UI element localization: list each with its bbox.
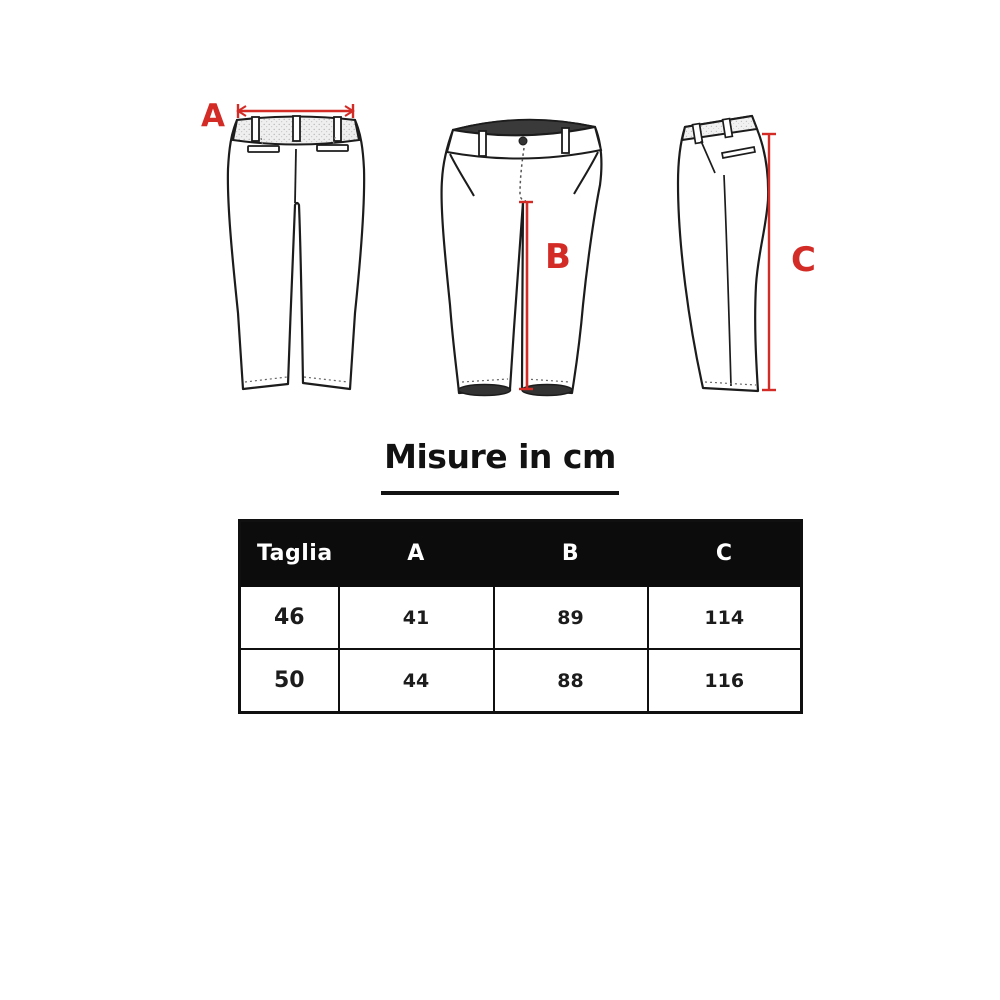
size-table-header-row bbox=[240, 521, 802, 587]
cell-a-46: 41 bbox=[339, 586, 494, 649]
cell-a-50: 44 bbox=[339, 649, 494, 713]
measure-label-c: C bbox=[791, 240, 816, 280]
back-center-seam bbox=[295, 149, 296, 203]
column-header-b: B bbox=[494, 521, 648, 587]
column-header-a: A bbox=[339, 521, 494, 587]
size-row-46 bbox=[240, 586, 802, 649]
section-title: Misure in cm bbox=[384, 437, 616, 476]
cell-b-50: 88 bbox=[494, 649, 648, 713]
front-hem-openings bbox=[459, 385, 573, 396]
cell-c-46: 114 bbox=[648, 586, 802, 649]
cell-c-50: 116 bbox=[648, 649, 802, 713]
pants-front-sketch bbox=[435, 100, 615, 410]
column-header-taglia: Taglia bbox=[240, 521, 339, 587]
pants-front-view bbox=[435, 100, 615, 410]
measure-label-b: B bbox=[545, 237, 571, 277]
size-table bbox=[238, 519, 803, 714]
pants-back-sketch bbox=[198, 93, 383, 408]
front-button bbox=[519, 137, 527, 145]
front-silhouette bbox=[442, 120, 602, 393]
cell-b-46: 89 bbox=[494, 586, 648, 649]
column-header-c: C bbox=[648, 521, 802, 587]
measure-label-a: A bbox=[201, 98, 225, 134]
title-underline bbox=[381, 491, 619, 495]
pants-back-view bbox=[198, 93, 383, 408]
cell-taglia-46: 46 bbox=[240, 586, 339, 649]
cell-taglia-50: 50 bbox=[240, 649, 339, 713]
size-row-50 bbox=[240, 649, 802, 713]
